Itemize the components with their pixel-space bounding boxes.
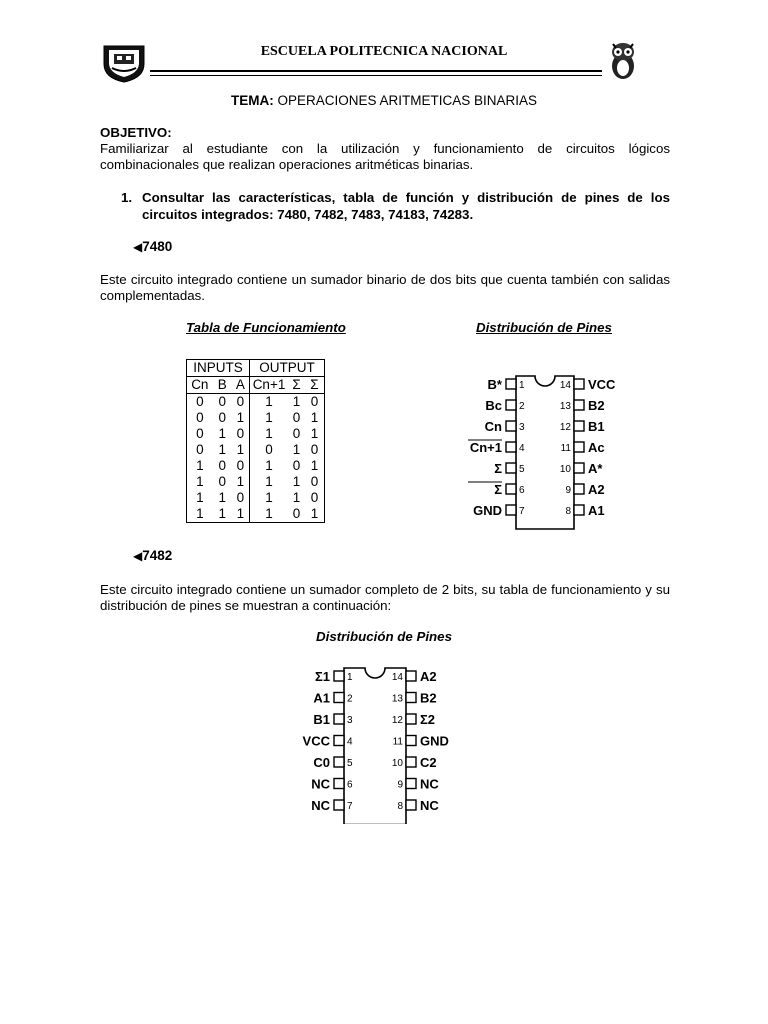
header-rule-thin (150, 75, 602, 76)
table-row (187, 426, 325, 442)
table-cell: 1 (236, 474, 245, 489)
arrow-bullet-icon: ◀ (133, 549, 143, 563)
table-cell: 1 (250, 426, 289, 442)
table-column-header-row (187, 377, 325, 394)
table-caption-7480: Tabla de Funcionamiento (186, 320, 346, 335)
objective-text: Familiarizar al estudiante con la utilización y funcionamiento de circuitos lógicos combinacionales que realizan operaciones aritméticas binarias. (100, 141, 670, 172)
pinout-7480 (446, 372, 626, 532)
table-cell: 1 (196, 490, 204, 505)
table-cell: 1 (218, 490, 227, 505)
pin (506, 505, 516, 515)
table-cell: 1 (236, 506, 245, 521)
pin-number: 2 (347, 693, 353, 705)
pin (574, 421, 584, 431)
pin-number: 1 (347, 672, 353, 683)
col-header: Σ (288, 377, 305, 394)
pin (506, 463, 516, 473)
pin-number: 7 (347, 801, 353, 812)
topic-label: TEMA: (230, 93, 274, 108)
table-cell: 0 (292, 506, 301, 521)
question-1 (121, 189, 670, 223)
pin-label: Σ (494, 482, 502, 497)
pin-number: 10 (391, 758, 403, 769)
table-group-header-row (187, 360, 325, 377)
table-cell: 0 (292, 410, 301, 425)
pin-number: 8 (397, 801, 403, 812)
table-row (187, 474, 325, 490)
bullet-7480 (133, 239, 172, 254)
pin-number: 1 (519, 380, 525, 391)
pin-label: NC (311, 776, 330, 792)
pin-number: 12 (391, 715, 403, 726)
pin-label: B1 (588, 419, 605, 434)
pin-label: GND (473, 503, 502, 518)
pin-number: 5 (347, 758, 353, 769)
table-cell: 1 (196, 506, 204, 521)
pin-label: NC (311, 798, 330, 813)
pin (334, 736, 344, 746)
output-header: OUTPUT (250, 360, 325, 377)
table-cell: 1 (236, 442, 245, 457)
topic-value: OPERACIONES ARITMETICAS BINARIAS (277, 93, 538, 108)
pin (574, 442, 584, 452)
pin (334, 693, 344, 703)
pin-label: Cn+1 (469, 440, 502, 455)
table-cell: 1 (250, 410, 289, 426)
pin-label: A2 (420, 669, 437, 684)
pin (574, 400, 584, 410)
pin (574, 463, 584, 473)
pin-label: NC (420, 798, 439, 813)
col-header: $\overline{\Sigma}$ (305, 377, 325, 394)
table-cell: 1 (218, 506, 227, 521)
table-cell: 0 (310, 490, 319, 505)
pin (574, 484, 584, 494)
pin-number: 5 (519, 464, 525, 475)
table-cell: 1 (250, 490, 289, 506)
table-cell: 0 (292, 426, 301, 441)
pin-label: B2 (420, 690, 437, 706)
table-cell: 0 (310, 394, 319, 409)
pin-label: VCC (588, 377, 616, 392)
col-header: A (232, 377, 250, 394)
pin-number: 10 (559, 464, 571, 475)
pin-label: A* (588, 461, 603, 476)
table-cell: 0 (218, 410, 227, 425)
pin-number: 3 (519, 422, 525, 433)
arrow-bullet-icon: ◀ (133, 240, 143, 254)
pinout-7482 (288, 664, 478, 824)
pin-label: Cn (484, 419, 502, 434)
pin-label: C0 (313, 755, 330, 770)
pin-label: VCC (302, 733, 330, 749)
pin-label: A1 (588, 503, 605, 518)
pin (334, 714, 344, 724)
pin (334, 757, 344, 767)
table-row (187, 410, 325, 426)
table-cell: 1 (310, 506, 319, 521)
bullet-7482 (133, 548, 172, 563)
pin-number: 14 (391, 672, 403, 683)
table-cell: 0 (218, 474, 227, 489)
truth-table-7480 (186, 359, 325, 523)
table-cell: 0 (196, 394, 204, 409)
pin-number: 6 (519, 485, 525, 496)
table-cell: 1 (292, 490, 301, 505)
table-cell: 0 (218, 458, 227, 473)
table-cell: 0 (236, 490, 245, 505)
pin-number: 11 (560, 443, 571, 454)
table-cell: 1 (250, 458, 289, 474)
table-cell: 0 (236, 426, 245, 441)
pin (406, 800, 416, 810)
table-cell: 0 (310, 442, 319, 457)
table-cell: 0 (236, 458, 245, 473)
pin (506, 400, 516, 410)
pin (406, 693, 416, 703)
pin-number: 9 (397, 779, 403, 791)
pin-number: 12 (559, 422, 571, 433)
pin-number: 3 (347, 715, 353, 726)
pin-label: Σ1 (314, 669, 330, 684)
table-row (187, 394, 325, 411)
table-row (187, 442, 325, 458)
table-cell: 1 (292, 394, 301, 409)
pin-label: B1 (313, 712, 330, 727)
table-cell: 0 (196, 442, 204, 457)
table-cell: 0 (196, 426, 204, 441)
table-cell: 1 (292, 442, 301, 457)
col-header: Cn (187, 377, 213, 394)
header-rule (150, 70, 602, 72)
table-cell: 0 (250, 442, 289, 458)
table-row (187, 490, 325, 506)
table-cell: 1 (196, 458, 204, 473)
pin-label: B2 (588, 398, 605, 413)
pin-number: 4 (347, 736, 353, 748)
pin (506, 484, 516, 494)
table-cell: 1 (250, 474, 289, 490)
objective-label: OBJETIVO: (100, 125, 172, 140)
table-cell: 0 (236, 394, 245, 409)
ic7482-description: Este circuito integrado contiene un sumador completo de 2 bits, su tabla de funcionamiento y su distribución de pines se muestran a continuación: (100, 582, 670, 613)
pin-number: 8 (565, 506, 571, 517)
pin-label: NC (420, 776, 439, 792)
ic7480-description: Este circuito integrado contiene un sumador binario de dos bits que cuenta también con salidas complementadas. (100, 272, 670, 303)
table-cell: 1 (250, 506, 289, 523)
pins-caption-7480: Distribución de Pines (476, 320, 612, 335)
pin-label: Σ2 (420, 712, 436, 727)
pin-number: 11 (392, 736, 403, 748)
col-header: Cn+1 (250, 377, 289, 394)
topic-line (0, 93, 768, 108)
table-cell: 0 (310, 474, 319, 489)
table-cell: 1 (236, 410, 245, 425)
inputs-header: INPUTS (187, 360, 250, 377)
table-cell: 1 (250, 394, 289, 411)
col-header: B (213, 377, 232, 394)
owl-mascot-logo (608, 40, 638, 82)
pins-caption-7482: Distribución de Pines (316, 629, 452, 644)
table-cell: 1 (196, 474, 204, 489)
table-cell: 0 (196, 410, 204, 425)
pin (406, 757, 416, 767)
pin-label: A2 (588, 482, 605, 497)
pin (506, 421, 516, 431)
table-row (187, 506, 325, 523)
pin (334, 800, 344, 810)
pin (334, 671, 344, 681)
table-cell: 1 (218, 442, 227, 457)
pin (506, 379, 516, 389)
pin-number: 6 (347, 779, 353, 791)
pin (506, 442, 516, 452)
pin-label: A1 (313, 690, 330, 706)
pin (406, 671, 416, 681)
bullet-7480-label: 7480 (142, 239, 173, 254)
truth-table-body (187, 394, 325, 523)
pin (406, 714, 416, 724)
pin-label: Bc (485, 398, 502, 413)
institution-name: ESCUELA POLITECNICA NACIONAL (260, 44, 508, 59)
pin-label: GND (420, 733, 449, 749)
table-cell: 1 (310, 458, 319, 473)
pin (406, 736, 416, 746)
table-row (187, 458, 325, 474)
pin-number: 2 (519, 401, 525, 412)
pin (334, 779, 344, 789)
table-cell: 1 (310, 410, 319, 425)
pin-label: Σ (494, 461, 502, 476)
pin-label: C2 (420, 755, 437, 770)
table-cell: 1 (292, 474, 301, 489)
table-cell: 1 (218, 426, 227, 441)
pin-label: Ac (588, 440, 605, 455)
pin-number: 13 (559, 401, 571, 412)
table-cell: 0 (292, 458, 301, 473)
pin-number: 14 (559, 380, 571, 391)
bullet-7482-label: 7482 (142, 548, 173, 563)
pin-label: B* (487, 377, 502, 392)
pin-number: 7 (519, 506, 525, 517)
pin (574, 505, 584, 515)
pin (574, 379, 584, 389)
question-text: Consultar las características, tabla de función y distribución de pines de los circuitos integrados: 7480, 7482, 7483, 74183, 74283. (142, 190, 670, 222)
pin-number: 4 (519, 443, 525, 454)
pin-number: 13 (391, 693, 403, 705)
pin (406, 779, 416, 789)
table-cell: 0 (218, 394, 227, 409)
pin-number: 9 (565, 485, 571, 496)
table-cell: 1 (310, 426, 319, 441)
question-number: 1. (121, 190, 133, 205)
